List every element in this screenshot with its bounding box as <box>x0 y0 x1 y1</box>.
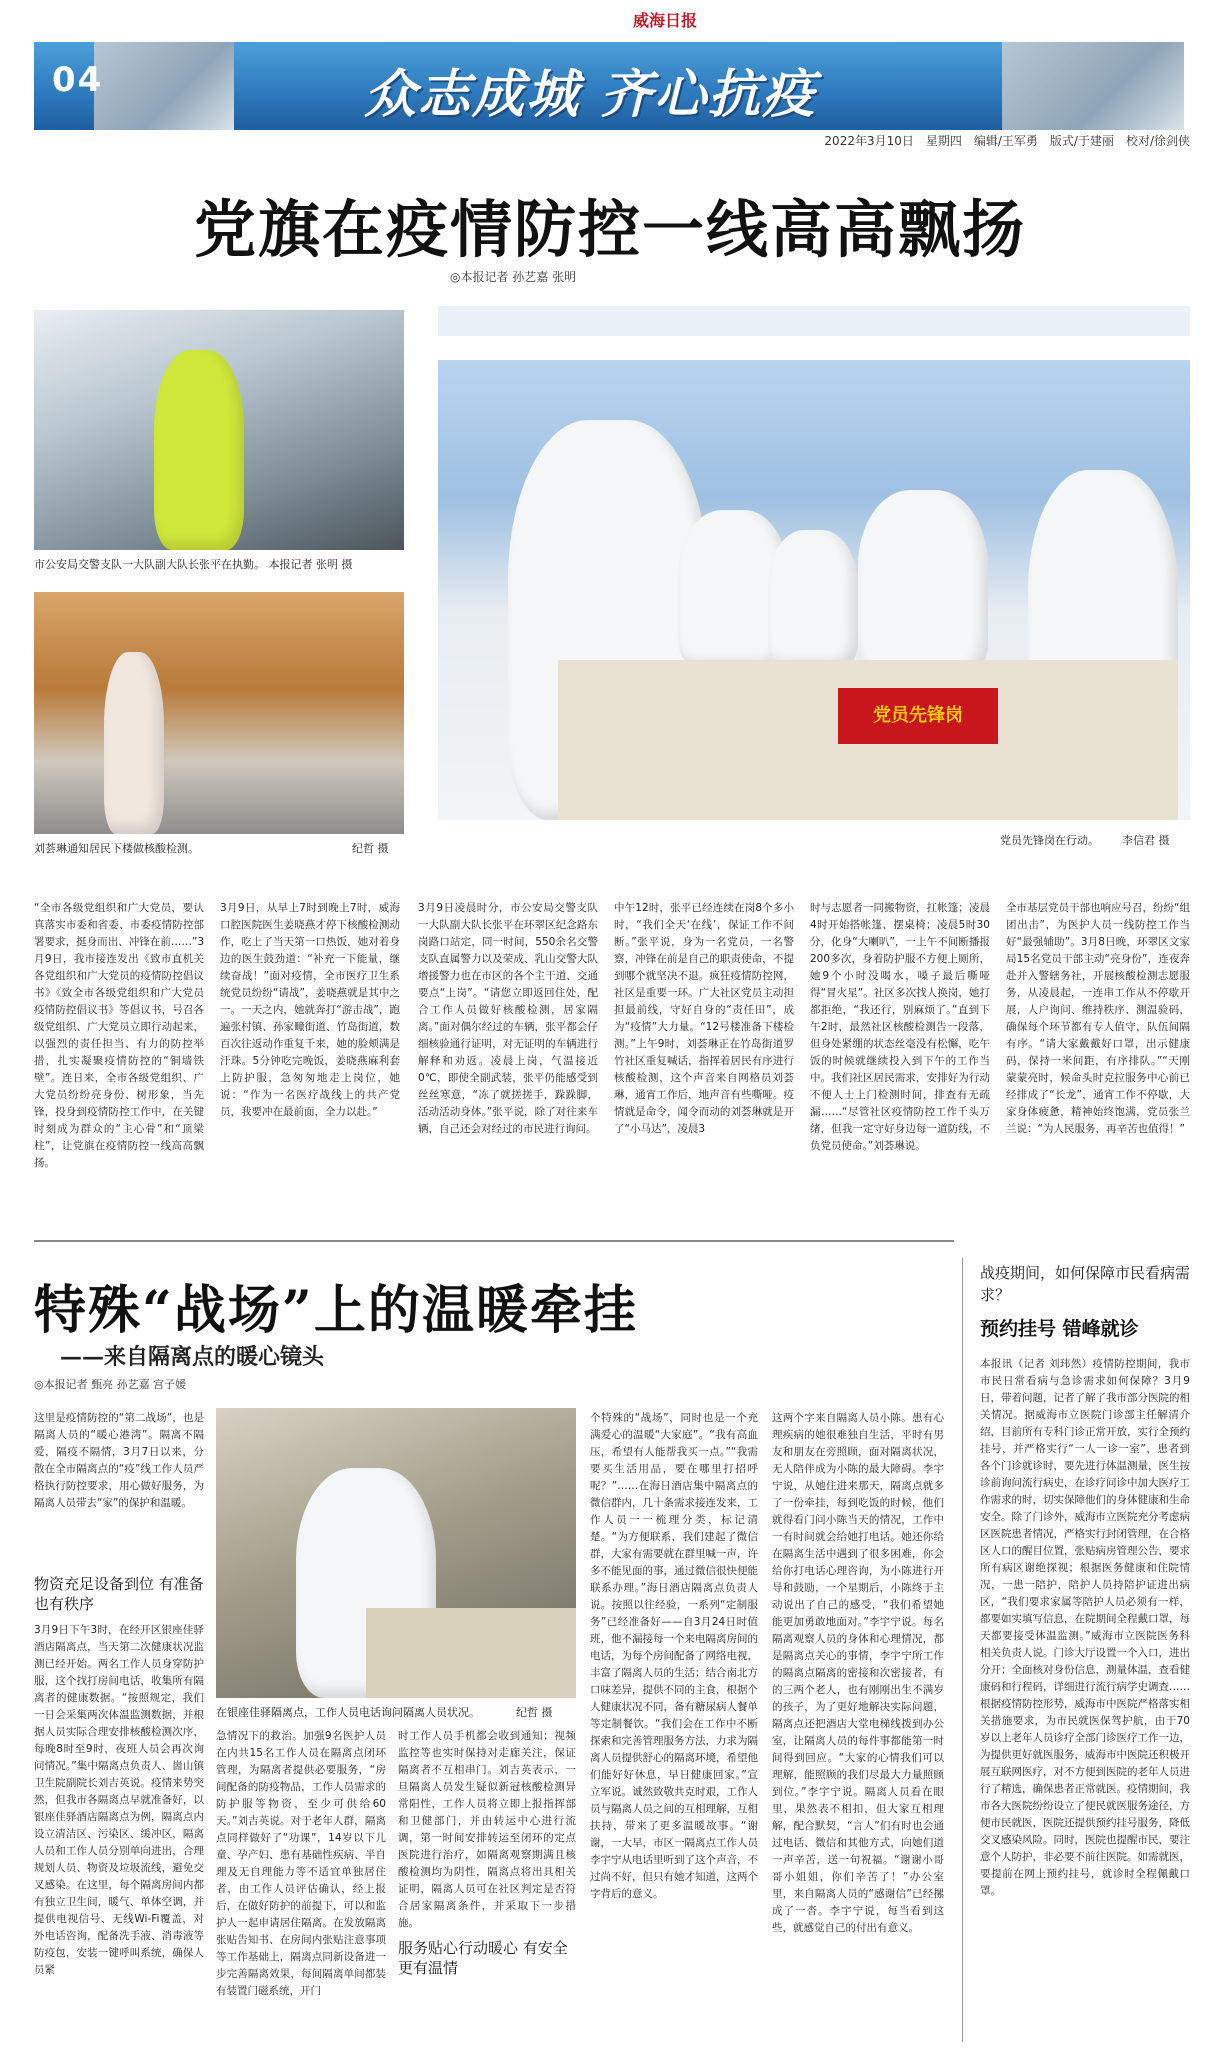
newspaper-masthead: 威海日报 <box>632 11 697 30</box>
banner-photo-right <box>1002 42 1184 130</box>
article2-byline: ◎本报记者 甄亮 孙艺嘉 宫子媛 <box>34 1378 187 1391</box>
sidebar-divider <box>962 1258 963 2042</box>
article1-column-5: 时与志愿者一同搬物资，扛帐篷；凌晨4时开始搭帐篷、摆桌椅；凌晨5时30分，化身“大喇叭”，一上午不间断播报200多次，身着防护服不方便上厕所，她9个小时没喝水，嗓子最后嘶哑得“冒火星”。社区多次找人换岗，她打都拒绝，“我还行，别麻烦了。”直到下午2时，最然社区核酸检测告一段落，但身处紧绷的状态丝毫没有松懈，吃午饭的时候就继续投入到下午的工作当中。我们社区居民需求，安排好为行动不便人士上门检测时间，排查有无疏漏……“尽管社区疫情防控工作千头万绪，但我一定守好身边每一道防线，不负党员使命。”刘荟琳说。 <box>810 902 990 1152</box>
article2-column-1: 3月9日下午3时，在经开区银座佳驿酒店隔离点，当天第二次健康状况监测已经开始。两名工作人员身穿防护服，这个找打房间电话，收集所有隔离者的健康数据。“按照规定，我们一日会采集两次体温监测数据，并根据人员实际合理安排核酸检测次序，每晚8时至9时，夜班人员会再次询问情况。”集中隔离点负责人、崮山镇卫生院副院长刘吉英说。疫情来势突然，但我市各隔离点早就准备好，以银座佳驿酒店隔离点为例，隔离点内设立清洁区、污染区、缓冲区，隔离人员和工作人员分别单向进出，合理规划人员、物资及垃圾流线，避免交叉感染。在这里，每个隔离房间内都有独立卫生间，暖气、单体空调，并提供电视信号、无线Wi-Fi覆盖，对外电话咨询，配备洗手液、消毒液等防疫包，安装一键呼叫系统，确保人员紧 <box>34 1624 204 1976</box>
photo3-credit: 李信君 摄 <box>1122 834 1170 847</box>
sidebar-body: 本报讯（记者 刘玮然）疫情防控期间，我市市民日常看病与急诊需求如何保障？3月9日，带着问题，记者了解了我市部分医院的相关情况。据威海市立医院门诊部主任解清介绍，目前所有专科门诊正常开放，实行全预约挂号，并严格实行“一人一诊一室”，患者到各个门诊就诊时，要先进行体温测量，医生按诊前询问流行病史，在诊疗问诊中加大医疗工作需求的时，切实保障他们的身体健康和生命安全。除了门诊外，威海市立医院充分考虑病区医院患者情况，严格实行封闭管理，在合格区人口的醒目位置，张贴病房管理公告，要求所有病区谢绝探视；根据医务健康和住院情况，一患一陪护，陪护人员持陪护证进出病区，“我们要求家属等陪护人员必须有一样，都要如实填写信息，在院期间全程戴口罩，每天都要接受体温监测。”威海市立医院医务科相关负责人说。门诊大厅设置一个入口，进出分开；全面核对身份信息，测量体温，查看健康码和行程码，详细进行流行病学史调查……根据疫情防控形势，威海市中医院严格落实相关措施要求，为市民就医保驾护航，由于70岁以上老年人员诊疗全部门诊医疗工作一边，为提供更好就医服务，威海市中医院还积极开展互联网医疗，对不方便到医院的老年人员进行了精选，确保患者正常就医。疫情期间，我市各大医院纷纷设立了便民就医服务途径，方便市民就医，医院还提供预约挂号服务，降低交叉感染风险。同时，医院也提醒市民，要注意个人防护，非必要不前往医院。如需就医，要提前在网上预约挂号，就诊时全程佩戴口罩。 <box>980 1358 1190 1897</box>
photo2-credit: 纪哲 摄 <box>352 842 389 855</box>
article2-column-3: 时工作人员手机都会收到通知；视频监控等也实时保持对走廊关注，保证隔离者不互相串门。刘吉英表示，一旦隔离人员发生疑似新冠核酸检测异常阳性，工作人员将立即上报指挥部和卫健部门，并由转运中心进行流调，第一时间安排转运至闭环的定点医院进行治疗，如隔离观察期满且核酸检测均为阴性，隔离点将出具相关证明，隔离人员可在社区判定是否符合居家隔离条件，并采取下一步措施。 <box>398 1730 576 1928</box>
section-banner <box>34 42 1184 130</box>
photo3-caption: 党员先锋岗在行动。 <box>1000 834 1099 847</box>
banner-photo-left <box>94 42 234 130</box>
article1-headline: 党旗在疫情防控一线高高飘扬 <box>193 193 1026 266</box>
article2-column-5: 这两个字来自隔离人员小陈。患有心理疾病的她很难独自生活，平时有男友和朋友在旁照顾，面对隔离状况，无人陪伴成为小陈的最大障碍。李宇宁说，从她住进来那天，隔离点就多了一份牵挂，每到吃饭的时候，他们就得看门问小陈当天的情况，工作中一有时间就会给她打电话。她还你给在隔离生活中遇到了很多困难，你会给你打电话心理咨询，为小陈进行开导和鼓励，一个星期后，小陈终于主动说出了自己的感受，“我们希望她能更加勇敢地面对。”李宇宁说。每名隔离观察人员的身体和心理情况，都是隔离点关心的事情，李宇宁所工作的隔离点隔离的密接和次密接者，有的三两个老人，也有刚刚出生不满岁的孩子，为了更好地解决实际问题，隔离点还把酒店大堂电梯线拨到办公室，让隔离人员的每件事都能第一时间得到回应。“大家的心情我们可以理解，能照顾的我们尽最大力量照顾到位。”李宇宁说。隔离人员看在眼里，果然表不相扣，但大家互相理解，配合默契，“言人”们有时也会通过电话、微信和其他方式，向她们道一声辛苦，送一句祝福。“谢谢小哥哥小姐姐，你们辛苦了！”办公室里，来自隔离人员的“感谢信”已经摞成了一沓。李宇宁说，每当看到这些，就感觉自己的付出有意义。 <box>772 1412 944 1934</box>
photo-top-strip <box>438 306 1190 336</box>
article2-headline: 特殊“战场”上的温暖牵挂 <box>34 1280 638 1341</box>
article2-subhead-2: 服务贴心行动暖心 有安全更有温情 <box>398 1939 568 1977</box>
photo-party-post <box>438 360 1190 820</box>
article2-intro: 这里是疫情防控的“第二战场”，也是隔离人员的“暖心港湾”。隔离不隔爱，隔疫不隔情，3月7日以来，分散在全市隔离点的“疫”线工作人员严格执行防控要求，用心做好服务，为隔离人员带去“家”的保护和温暖。 <box>34 1412 204 1509</box>
article2-subhead-1: 物资充足设备到位 有准备也有秩序 <box>34 1575 204 1613</box>
article1-column-4: 中午12时，张平已经连续在岗8个多小时，“我们全天‘在线’，保证工作不间断。”张平说，身为一名党员，一名警察，冲锋在前是自己的职责使命，不提到哪个就坚决不退。疯狂疫情防控网，社区是重要一环。广大社区党员主动担担最前线，守好自身的“责任田”，成为“疫情”大力量。“12号楼准备下楼检测。”上午9时，刘荟琳正在竹岛街道罗竹社区重复喊话，指挥着居民有序进行核酸检测，这个声音来自网格员刘荟琳，通宵工作后，地声音有些嘶哑。疫情就是命令，闻令而动的刘荟琳就是开了“小马达”，凌晨3 <box>614 902 794 1135</box>
article2-column-4: 个特殊的“战场”，同时也是一个充满爱心的温暖“大家庭”。“我有高血压，希望有人能帮我买一点。”“我需要买生活用品，要在哪里打招呼呢？”……在海日酒店集中隔离点的微信群内，几十条需求接连发来，工作人员一一梳理分类，标记清楚。“为方便联系，我们建起了微信群，大家有需要就在群里喊一声，许多不能见面的事，通过微信很快便能联系办理。”海日酒店隔离点负责人说。按照以往经验，一系列“定制服务”已经准备好——自3月24日时值班，他不漏接每一个来电隔离房间的电话，为每个房间配备了网络电视，丰富了隔离人员的生活；结合南北方口味差异，提供不同的主食，根据个人健康状况不同，备有糖尿病人餐单等定制餐饮。“我们会在工作中不断探索和完善管理服务方法，力求为隔离人员提供舒心的隔离环境，希望他们能好好休息，早日健康回家。”宣立军说。诚然致敬共克时艰，工作人员与隔离人员之间的互相理解，互相扶持，带来了更多温暖故事。“谢谢，一大早，市区一隔离点工作人员李宇宁从电话里听到了这个声音，不过尚不好，但只有她才知道，这两个字背后的意义。 <box>590 1412 758 1900</box>
article2-column-2: 急情况下的救治。加强9名医护人员在内共15名工作人员在隔离点闭环管理，为隔离者提供必要服务，“房间配备的防疫物品，工作人员需求的防护服等物资，至少可供给60天。”刘吉英说。对于老年人群，隔离点同样做好了“功课”，14岁以下儿童、孕产妇、患有基础性疾病、半自理及无自理能力等不适宜单独居住者，由工作人员评估确认，经上报后，在做好防护的前提下，可以和监护人一起申请居住隔离。在发放隔离张贴告知书、在房间内张贴注意事项等工作基础上，隔离点同新设备进一步完善隔离效果，每间隔离单间都装有装置门磁系统，开门 <box>216 1730 386 1997</box>
article1-column-2: 3月9日，从早上7时到晚上7时，威海口腔医院医生姜晓燕才停下核酸检测动作，吃上了当天第一口热饭，她对着身边的医生鼓劲道：“补充一下能量，继续奋战！”面对疫情，全市医疗卫生系统党员纷纷“请战”，姜晓燕就是其中之一。一天之内，她就奔打“游击战”，跑遍张村镇、孙家疃街道、竹岛街道，数百次往返动作重复千来，她的脸颊满是汗珠。5分钟吃完晚饭，姜晓燕麻利套上防护服，急匆匆地走上岗位，她说：“作为一名医疗战线上的共产党员，我要冲在最前面，全力以赴。” <box>220 902 400 1118</box>
sidebar-question: 战疫期间，如何保障市民看病需求？ <box>980 1264 1191 1304</box>
article1-column-1: “全市各级党组织和广大党员，要认真落实市委和省委、市委疫情防控部署要求，挺身而出、冲锋在前……”3月9日，我市接连发出《致市直机关各党组织和广大党员的疫情防控倡议书》《致全市各级党组织和广大党员疫情防控倡议书》等倡议书，号召各级党组织、广大党员立即行动起来，以强烈的责任担当、有力的防控举措，扎实凝聚疫情防控的“铜墙铁壁”。连日来，全市各级党组织、广大党员纷纷亮身份、树形象，当先锋，投身到疫情防控工作中，在关键时刻成为群众的“主心骨”和“顶梁柱”，让党旗在疫情防控一线高高飘扬。 <box>34 902 204 1169</box>
article1-column-6: 全市基层党员干部也响应号召，纷纷“组团出击”，为医护人员一线防控工作当好“最强辅助”。3月8日晚，环翠区文家局15名党员干部主动“亮身份”，连夜奔赴并入警辖务社，开展核酸检测志愿服务，从凌晨起，一连串工作从不停歇开展，人户询问、维持秩序、测温验码，确保每个环节都有专人值守，队伍间隔有序。“请大家戴戴好口罩，出示健康码，保持一米间距，有序排队。”“天刚蒙蒙亮时，候命头时克拉服务中心前已经排成了“长龙”，通宵工作不停歇，大家身体疲惫，精神始终饱满，党员张兰兰说：“为人民服务，再辛苦也值得！” <box>1006 902 1190 1135</box>
page-number: 04 <box>52 60 104 100</box>
photo-traffic-police <box>34 310 404 550</box>
section-divider <box>34 1240 954 1242</box>
article1-column-3: 3月9日凌晨时分，市公安局交警支队一大队副大队长张平在环翠区纪念路东岗路口站定，同一时间，550余名交警支队直属警力以及荣成、乳山交警大队增援警力也在市区的各个主干道、交通要点“上岗”。“请您立即返回住处，配合工作人员做好核酸检测，居家隔离。”面对偶尔经过的车辆，张平都会仔细核验通行证明，对无证明的车辆进行解释和劝返。凌晨上岗，气温接近0℃，即使全副武装，张平仍能感受到丝丝寒意，“冻了就搓搓手，跺跺脚，活动活动身体。”张平说，除了对往来车辆，自己还会对经过的市民进行询问。 <box>418 902 598 1135</box>
issue-meta: 2022年3月10日 星期四 编辑/王军勇 版式/于建丽 校对/徐剑侠 <box>824 134 1190 148</box>
sidebar-headline: 预约挂号 错峰就诊 <box>980 1318 1139 1340</box>
photo4-caption: 在银座佳驿隔离点，工作人员电话询问隔离人员状况。 <box>216 1706 480 1719</box>
article1-byline: ◎本报记者 孙艺嘉 张明 <box>450 270 577 284</box>
party-post-sign: 党员先锋岗 <box>838 688 998 744</box>
photo-megaphone <box>34 592 404 834</box>
photo-isolation-staff <box>216 1408 576 1698</box>
photo4-credit: 纪哲 摄 <box>516 1706 553 1719</box>
photo2-caption: 刘荟琳通知居民下楼做核酸检测。 <box>34 842 199 855</box>
article2-subhead: ——来自隔离点的暖心镜头 <box>60 1344 325 1370</box>
section-title: 众志成城 齐心抗疫 <box>364 65 817 125</box>
photo1-caption: 市公安局交警支队一大队副大队长张平在执勤。 本报记者 张明 摄 <box>34 558 353 571</box>
